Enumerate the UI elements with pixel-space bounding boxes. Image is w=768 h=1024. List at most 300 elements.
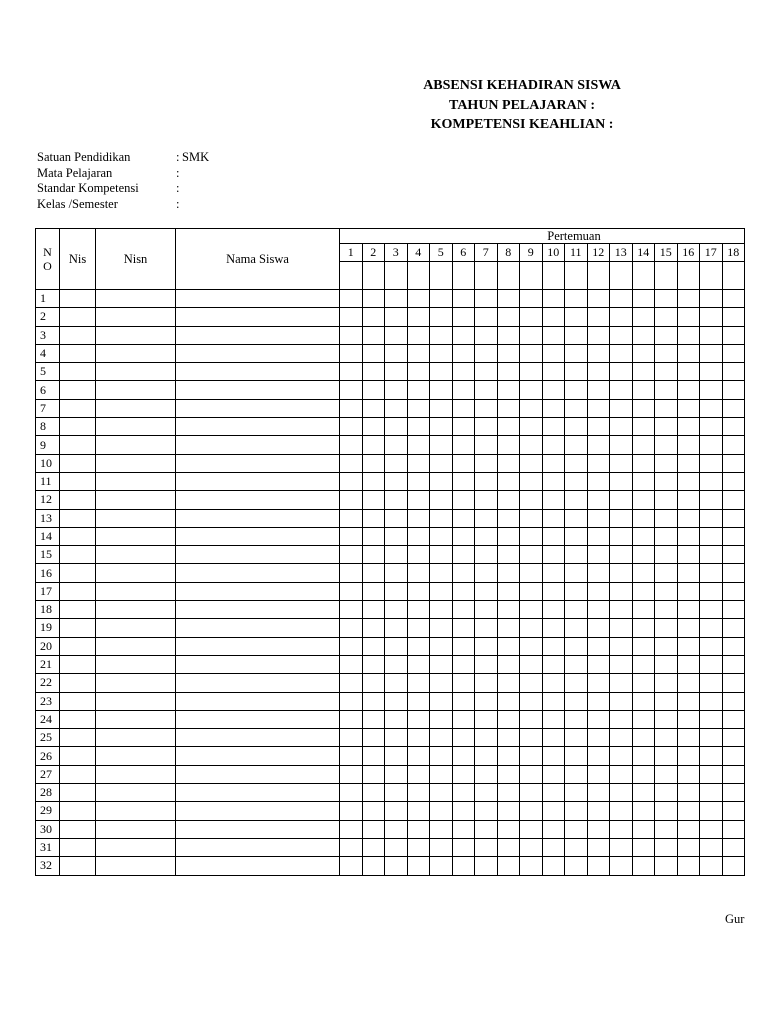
attendance-cell[interactable] bbox=[565, 344, 588, 362]
attendance-cell[interactable] bbox=[385, 491, 408, 509]
attendance-cell[interactable] bbox=[587, 747, 610, 765]
attendance-cell[interactable] bbox=[430, 363, 453, 381]
attendance-cell[interactable] bbox=[430, 619, 453, 637]
attendance-cell[interactable] bbox=[542, 655, 565, 673]
attendance-cell[interactable] bbox=[722, 820, 745, 838]
attendance-cell[interactable] bbox=[700, 729, 723, 747]
attendance-cell[interactable] bbox=[520, 418, 543, 436]
nama-siswa-cell[interactable] bbox=[176, 418, 340, 436]
attendance-cell[interactable] bbox=[700, 692, 723, 710]
attendance-cell[interactable] bbox=[475, 290, 498, 308]
nis-cell[interactable] bbox=[60, 418, 96, 436]
attendance-cell[interactable] bbox=[722, 436, 745, 454]
attendance-cell[interactable] bbox=[677, 308, 700, 326]
attendance-cell[interactable] bbox=[700, 290, 723, 308]
attendance-cell[interactable] bbox=[587, 472, 610, 490]
attendance-cell[interactable] bbox=[407, 637, 430, 655]
attendance-cell[interactable] bbox=[452, 326, 475, 344]
attendance-cell[interactable] bbox=[407, 582, 430, 600]
attendance-cell[interactable] bbox=[430, 491, 453, 509]
attendance-cell[interactable] bbox=[632, 491, 655, 509]
attendance-cell[interactable] bbox=[407, 674, 430, 692]
nisn-cell[interactable] bbox=[96, 729, 176, 747]
attendance-cell[interactable] bbox=[430, 527, 453, 545]
attendance-cell[interactable] bbox=[632, 729, 655, 747]
attendance-cell[interactable] bbox=[610, 454, 633, 472]
attendance-cell[interactable] bbox=[542, 509, 565, 527]
attendance-cell[interactable] bbox=[497, 290, 520, 308]
attendance-cell[interactable] bbox=[520, 692, 543, 710]
attendance-cell[interactable] bbox=[340, 326, 363, 344]
nisn-cell[interactable] bbox=[96, 399, 176, 417]
attendance-cell[interactable] bbox=[722, 637, 745, 655]
attendance-cell[interactable] bbox=[407, 692, 430, 710]
attendance-cell[interactable] bbox=[475, 454, 498, 472]
attendance-cell[interactable] bbox=[452, 344, 475, 362]
attendance-cell[interactable] bbox=[610, 729, 633, 747]
nisn-cell[interactable] bbox=[96, 838, 176, 856]
nisn-cell[interactable] bbox=[96, 436, 176, 454]
nisn-cell[interactable] bbox=[96, 363, 176, 381]
attendance-cell[interactable] bbox=[475, 564, 498, 582]
nis-cell[interactable] bbox=[60, 655, 96, 673]
attendance-cell[interactable] bbox=[587, 784, 610, 802]
attendance-cell[interactable] bbox=[475, 784, 498, 802]
attendance-cell[interactable] bbox=[385, 582, 408, 600]
attendance-cell[interactable] bbox=[722, 784, 745, 802]
attendance-cell[interactable] bbox=[407, 564, 430, 582]
attendance-cell[interactable] bbox=[655, 326, 678, 344]
attendance-cell[interactable] bbox=[565, 454, 588, 472]
attendance-cell[interactable] bbox=[362, 472, 385, 490]
attendance-cell[interactable] bbox=[475, 326, 498, 344]
attendance-cell[interactable] bbox=[632, 857, 655, 875]
attendance-cell[interactable] bbox=[497, 564, 520, 582]
attendance-cell[interactable] bbox=[610, 344, 633, 362]
attendance-cell[interactable] bbox=[632, 399, 655, 417]
attendance-cell[interactable] bbox=[407, 454, 430, 472]
attendance-cell[interactable] bbox=[407, 509, 430, 527]
nisn-cell[interactable] bbox=[96, 582, 176, 600]
attendance-cell[interactable] bbox=[722, 418, 745, 436]
nama-siswa-cell[interactable] bbox=[176, 472, 340, 490]
attendance-cell[interactable] bbox=[452, 802, 475, 820]
nisn-cell[interactable] bbox=[96, 601, 176, 619]
attendance-cell[interactable] bbox=[430, 308, 453, 326]
attendance-cell[interactable] bbox=[542, 710, 565, 728]
nis-cell[interactable] bbox=[60, 491, 96, 509]
attendance-cell[interactable] bbox=[520, 637, 543, 655]
attendance-cell[interactable] bbox=[520, 399, 543, 417]
attendance-cell[interactable] bbox=[385, 399, 408, 417]
nisn-cell[interactable] bbox=[96, 418, 176, 436]
attendance-cell[interactable] bbox=[610, 747, 633, 765]
nis-cell[interactable] bbox=[60, 326, 96, 344]
attendance-cell[interactable] bbox=[722, 546, 745, 564]
attendance-cell[interactable] bbox=[497, 674, 520, 692]
nis-cell[interactable] bbox=[60, 546, 96, 564]
attendance-cell[interactable] bbox=[565, 838, 588, 856]
attendance-cell[interactable] bbox=[565, 290, 588, 308]
attendance-cell[interactable] bbox=[497, 527, 520, 545]
nisn-cell[interactable] bbox=[96, 802, 176, 820]
nama-siswa-cell[interactable] bbox=[176, 344, 340, 362]
attendance-cell[interactable] bbox=[655, 399, 678, 417]
attendance-cell[interactable] bbox=[497, 692, 520, 710]
attendance-cell[interactable] bbox=[497, 436, 520, 454]
nisn-cell[interactable] bbox=[96, 326, 176, 344]
attendance-cell[interactable] bbox=[565, 655, 588, 673]
attendance-cell[interactable] bbox=[565, 527, 588, 545]
attendance-cell[interactable] bbox=[542, 802, 565, 820]
attendance-cell[interactable] bbox=[542, 729, 565, 747]
attendance-cell[interactable] bbox=[677, 619, 700, 637]
attendance-cell[interactable] bbox=[340, 838, 363, 856]
attendance-cell[interactable] bbox=[452, 454, 475, 472]
attendance-cell[interactable] bbox=[610, 418, 633, 436]
attendance-cell[interactable] bbox=[632, 802, 655, 820]
attendance-cell[interactable] bbox=[587, 619, 610, 637]
attendance-cell[interactable] bbox=[385, 619, 408, 637]
attendance-cell[interactable] bbox=[362, 546, 385, 564]
attendance-cell[interactable] bbox=[722, 527, 745, 545]
attendance-cell[interactable] bbox=[385, 729, 408, 747]
attendance-cell[interactable] bbox=[587, 290, 610, 308]
attendance-cell[interactable] bbox=[407, 472, 430, 490]
nama-siswa-cell[interactable] bbox=[176, 820, 340, 838]
attendance-cell[interactable] bbox=[587, 655, 610, 673]
attendance-cell[interactable] bbox=[700, 436, 723, 454]
attendance-cell[interactable] bbox=[362, 564, 385, 582]
attendance-cell[interactable] bbox=[565, 820, 588, 838]
attendance-cell[interactable] bbox=[362, 491, 385, 509]
attendance-cell[interactable] bbox=[452, 710, 475, 728]
attendance-cell[interactable] bbox=[677, 601, 700, 619]
attendance-cell[interactable] bbox=[430, 857, 453, 875]
attendance-cell[interactable] bbox=[632, 436, 655, 454]
attendance-cell[interactable] bbox=[475, 674, 498, 692]
attendance-cell[interactable] bbox=[497, 491, 520, 509]
attendance-cell[interactable] bbox=[632, 564, 655, 582]
attendance-cell[interactable] bbox=[362, 729, 385, 747]
attendance-cell[interactable] bbox=[587, 857, 610, 875]
attendance-cell[interactable] bbox=[722, 326, 745, 344]
nama-siswa-cell[interactable] bbox=[176, 436, 340, 454]
attendance-cell[interactable] bbox=[362, 582, 385, 600]
attendance-cell[interactable] bbox=[610, 710, 633, 728]
attendance-cell[interactable] bbox=[475, 802, 498, 820]
attendance-cell[interactable] bbox=[452, 765, 475, 783]
attendance-cell[interactable] bbox=[700, 418, 723, 436]
attendance-cell[interactable] bbox=[362, 820, 385, 838]
attendance-cell[interactable] bbox=[632, 692, 655, 710]
attendance-cell[interactable] bbox=[475, 546, 498, 564]
attendance-cell[interactable] bbox=[722, 491, 745, 509]
attendance-cell[interactable] bbox=[610, 491, 633, 509]
attendance-cell[interactable] bbox=[700, 784, 723, 802]
attendance-cell[interactable] bbox=[407, 418, 430, 436]
attendance-cell[interactable] bbox=[542, 601, 565, 619]
attendance-cell[interactable] bbox=[497, 820, 520, 838]
attendance-cell[interactable] bbox=[497, 472, 520, 490]
nisn-cell[interactable] bbox=[96, 747, 176, 765]
attendance-cell[interactable] bbox=[452, 582, 475, 600]
attendance-cell[interactable] bbox=[452, 527, 475, 545]
attendance-cell[interactable] bbox=[362, 436, 385, 454]
attendance-cell[interactable] bbox=[475, 747, 498, 765]
attendance-cell[interactable] bbox=[700, 710, 723, 728]
attendance-cell[interactable] bbox=[632, 381, 655, 399]
attendance-cell[interactable] bbox=[407, 729, 430, 747]
attendance-cell[interactable] bbox=[542, 857, 565, 875]
attendance-cell[interactable] bbox=[430, 674, 453, 692]
attendance-cell[interactable] bbox=[677, 582, 700, 600]
attendance-cell[interactable] bbox=[610, 436, 633, 454]
attendance-cell[interactable] bbox=[677, 454, 700, 472]
attendance-cell[interactable] bbox=[362, 326, 385, 344]
nis-cell[interactable] bbox=[60, 729, 96, 747]
attendance-cell[interactable] bbox=[565, 710, 588, 728]
attendance-cell[interactable] bbox=[385, 472, 408, 490]
attendance-cell[interactable] bbox=[610, 381, 633, 399]
attendance-cell[interactable] bbox=[340, 472, 363, 490]
attendance-cell[interactable] bbox=[632, 509, 655, 527]
attendance-cell[interactable] bbox=[677, 710, 700, 728]
attendance-cell[interactable] bbox=[722, 747, 745, 765]
nis-cell[interactable] bbox=[60, 857, 96, 875]
attendance-cell[interactable] bbox=[632, 710, 655, 728]
attendance-cell[interactable] bbox=[722, 655, 745, 673]
attendance-cell[interactable] bbox=[452, 491, 475, 509]
attendance-cell[interactable] bbox=[452, 509, 475, 527]
attendance-cell[interactable] bbox=[497, 802, 520, 820]
attendance-cell[interactable] bbox=[655, 601, 678, 619]
attendance-cell[interactable] bbox=[632, 527, 655, 545]
attendance-cell[interactable] bbox=[587, 344, 610, 362]
attendance-cell[interactable] bbox=[475, 418, 498, 436]
attendance-cell[interactable] bbox=[475, 527, 498, 545]
attendance-cell[interactable] bbox=[407, 491, 430, 509]
attendance-cell[interactable] bbox=[520, 674, 543, 692]
nama-siswa-cell[interactable] bbox=[176, 381, 340, 399]
nama-siswa-cell[interactable] bbox=[176, 308, 340, 326]
attendance-cell[interactable] bbox=[520, 454, 543, 472]
attendance-cell[interactable] bbox=[655, 838, 678, 856]
attendance-cell[interactable] bbox=[452, 619, 475, 637]
attendance-cell[interactable] bbox=[452, 564, 475, 582]
attendance-cell[interactable] bbox=[407, 527, 430, 545]
attendance-cell[interactable] bbox=[565, 363, 588, 381]
attendance-cell[interactable] bbox=[407, 710, 430, 728]
attendance-cell[interactable] bbox=[587, 637, 610, 655]
attendance-cell[interactable] bbox=[565, 802, 588, 820]
nis-cell[interactable] bbox=[60, 765, 96, 783]
attendance-cell[interactable] bbox=[655, 637, 678, 655]
attendance-cell[interactable] bbox=[610, 601, 633, 619]
attendance-cell[interactable] bbox=[632, 655, 655, 673]
attendance-cell[interactable] bbox=[610, 802, 633, 820]
attendance-cell[interactable] bbox=[700, 326, 723, 344]
attendance-cell[interactable] bbox=[632, 765, 655, 783]
attendance-cell[interactable] bbox=[385, 363, 408, 381]
attendance-cell[interactable] bbox=[362, 290, 385, 308]
attendance-cell[interactable] bbox=[520, 655, 543, 673]
attendance-cell[interactable] bbox=[700, 765, 723, 783]
attendance-cell[interactable] bbox=[385, 546, 408, 564]
attendance-cell[interactable] bbox=[677, 765, 700, 783]
attendance-cell[interactable] bbox=[655, 802, 678, 820]
attendance-cell[interactable] bbox=[700, 363, 723, 381]
attendance-cell[interactable] bbox=[340, 527, 363, 545]
nama-siswa-cell[interactable] bbox=[176, 619, 340, 637]
attendance-cell[interactable] bbox=[340, 637, 363, 655]
attendance-cell[interactable] bbox=[700, 564, 723, 582]
attendance-cell[interactable] bbox=[362, 454, 385, 472]
attendance-cell[interactable] bbox=[542, 784, 565, 802]
attendance-cell[interactable] bbox=[677, 729, 700, 747]
attendance-cell[interactable] bbox=[632, 290, 655, 308]
attendance-cell[interactable] bbox=[362, 674, 385, 692]
attendance-cell[interactable] bbox=[565, 784, 588, 802]
nisn-cell[interactable] bbox=[96, 509, 176, 527]
attendance-cell[interactable] bbox=[520, 436, 543, 454]
attendance-cell[interactable] bbox=[385, 820, 408, 838]
attendance-cell[interactable] bbox=[475, 399, 498, 417]
attendance-cell[interactable] bbox=[655, 857, 678, 875]
nama-siswa-cell[interactable] bbox=[176, 747, 340, 765]
attendance-cell[interactable] bbox=[700, 674, 723, 692]
attendance-cell[interactable] bbox=[362, 655, 385, 673]
attendance-cell[interactable] bbox=[542, 454, 565, 472]
attendance-cell[interactable] bbox=[565, 546, 588, 564]
attendance-cell[interactable] bbox=[632, 546, 655, 564]
attendance-cell[interactable] bbox=[407, 601, 430, 619]
attendance-cell[interactable] bbox=[542, 418, 565, 436]
attendance-cell[interactable] bbox=[520, 857, 543, 875]
attendance-cell[interactable] bbox=[542, 564, 565, 582]
attendance-cell[interactable] bbox=[430, 820, 453, 838]
attendance-cell[interactable] bbox=[452, 472, 475, 490]
attendance-cell[interactable] bbox=[587, 363, 610, 381]
attendance-cell[interactable] bbox=[700, 655, 723, 673]
attendance-cell[interactable] bbox=[407, 820, 430, 838]
attendance-cell[interactable] bbox=[565, 308, 588, 326]
attendance-cell[interactable] bbox=[520, 290, 543, 308]
attendance-cell[interactable] bbox=[700, 472, 723, 490]
attendance-cell[interactable] bbox=[452, 381, 475, 399]
attendance-cell[interactable] bbox=[610, 527, 633, 545]
nisn-cell[interactable] bbox=[96, 564, 176, 582]
attendance-cell[interactable] bbox=[497, 546, 520, 564]
attendance-cell[interactable] bbox=[587, 491, 610, 509]
attendance-cell[interactable] bbox=[655, 418, 678, 436]
attendance-cell[interactable] bbox=[340, 619, 363, 637]
attendance-cell[interactable] bbox=[722, 308, 745, 326]
attendance-cell[interactable] bbox=[655, 820, 678, 838]
attendance-cell[interactable] bbox=[497, 308, 520, 326]
attendance-cell[interactable] bbox=[542, 637, 565, 655]
attendance-cell[interactable] bbox=[407, 363, 430, 381]
attendance-cell[interactable] bbox=[475, 765, 498, 783]
attendance-cell[interactable] bbox=[340, 857, 363, 875]
attendance-cell[interactable] bbox=[497, 655, 520, 673]
nis-cell[interactable] bbox=[60, 363, 96, 381]
nis-cell[interactable] bbox=[60, 527, 96, 545]
attendance-cell[interactable] bbox=[722, 399, 745, 417]
attendance-cell[interactable] bbox=[362, 527, 385, 545]
attendance-cell[interactable] bbox=[340, 363, 363, 381]
nisn-cell[interactable] bbox=[96, 454, 176, 472]
attendance-cell[interactable] bbox=[385, 765, 408, 783]
attendance-cell[interactable] bbox=[430, 747, 453, 765]
attendance-cell[interactable] bbox=[565, 747, 588, 765]
nisn-cell[interactable] bbox=[96, 546, 176, 564]
attendance-cell[interactable] bbox=[565, 509, 588, 527]
nama-siswa-cell[interactable] bbox=[176, 729, 340, 747]
attendance-cell[interactable] bbox=[475, 838, 498, 856]
attendance-cell[interactable] bbox=[452, 820, 475, 838]
nis-cell[interactable] bbox=[60, 601, 96, 619]
attendance-cell[interactable] bbox=[340, 655, 363, 673]
attendance-cell[interactable] bbox=[340, 692, 363, 710]
attendance-cell[interactable] bbox=[655, 564, 678, 582]
attendance-cell[interactable] bbox=[362, 710, 385, 728]
attendance-cell[interactable] bbox=[677, 472, 700, 490]
attendance-cell[interactable] bbox=[542, 619, 565, 637]
nisn-cell[interactable] bbox=[96, 344, 176, 362]
nisn-cell[interactable] bbox=[96, 857, 176, 875]
attendance-cell[interactable] bbox=[565, 765, 588, 783]
attendance-cell[interactable] bbox=[340, 601, 363, 619]
attendance-cell[interactable] bbox=[655, 747, 678, 765]
attendance-cell[interactable] bbox=[430, 454, 453, 472]
attendance-cell[interactable] bbox=[677, 491, 700, 509]
attendance-cell[interactable] bbox=[497, 784, 520, 802]
attendance-cell[interactable] bbox=[385, 637, 408, 655]
attendance-cell[interactable] bbox=[587, 601, 610, 619]
attendance-cell[interactable] bbox=[610, 399, 633, 417]
nama-siswa-cell[interactable] bbox=[176, 838, 340, 856]
attendance-cell[interactable] bbox=[520, 472, 543, 490]
attendance-cell[interactable] bbox=[632, 838, 655, 856]
attendance-cell[interactable] bbox=[520, 363, 543, 381]
attendance-cell[interactable] bbox=[362, 838, 385, 856]
attendance-cell[interactable] bbox=[610, 655, 633, 673]
attendance-cell[interactable] bbox=[520, 765, 543, 783]
attendance-cell[interactable] bbox=[452, 418, 475, 436]
attendance-cell[interactable] bbox=[542, 472, 565, 490]
attendance-cell[interactable] bbox=[385, 838, 408, 856]
attendance-cell[interactable] bbox=[407, 308, 430, 326]
attendance-cell[interactable] bbox=[677, 546, 700, 564]
attendance-cell[interactable] bbox=[385, 710, 408, 728]
attendance-cell[interactable] bbox=[587, 527, 610, 545]
attendance-cell[interactable] bbox=[722, 857, 745, 875]
attendance-cell[interactable] bbox=[340, 564, 363, 582]
attendance-cell[interactable] bbox=[565, 857, 588, 875]
attendance-cell[interactable] bbox=[632, 637, 655, 655]
attendance-cell[interactable] bbox=[362, 601, 385, 619]
nis-cell[interactable] bbox=[60, 784, 96, 802]
attendance-cell[interactable] bbox=[542, 820, 565, 838]
attendance-cell[interactable] bbox=[610, 857, 633, 875]
attendance-cell[interactable] bbox=[430, 564, 453, 582]
nama-siswa-cell[interactable] bbox=[176, 290, 340, 308]
attendance-cell[interactable] bbox=[722, 802, 745, 820]
attendance-cell[interactable] bbox=[475, 344, 498, 362]
attendance-cell[interactable] bbox=[587, 710, 610, 728]
attendance-cell[interactable] bbox=[407, 747, 430, 765]
